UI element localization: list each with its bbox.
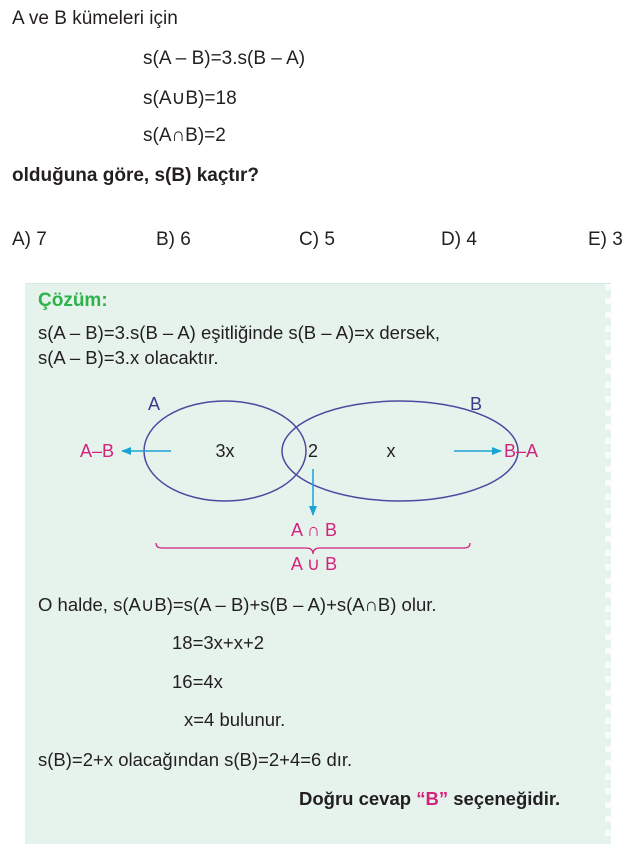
solution-step-3: x=4 bulunur. [184, 709, 286, 730]
solution-line-3: O halde, s(A∪B)=s(A – B)+s(B – A)+s(A∩B) olur. [38, 594, 437, 615]
option-c[interactable]: C) 5 [299, 229, 335, 250]
answer-key: “B” [416, 788, 449, 809]
question-equation-1: s(A – B)=3.s(B – A) [143, 48, 306, 69]
solution-step-2: 16=4x [172, 671, 223, 692]
a-minus-b-label: A–B [80, 441, 115, 461]
venn-diagram [0, 380, 632, 580]
set-b-label: B [469, 394, 483, 414]
answer-statement [299, 788, 560, 810]
solution-line-4: s(B)=2+x olacağından s(B)=2+4=6 dır. [38, 749, 353, 770]
solution-step-1: 18=3x+x+2 [172, 632, 265, 653]
option-a[interactable]: A) 7 [12, 229, 47, 250]
solution-title: Çözüm: [38, 290, 108, 311]
answer-suffix: seçeneğidir. [448, 788, 561, 809]
solution-line-1: s(A – B)=3.s(B – A) eşitliğinde s(B – A)=x dersek, [38, 322, 441, 343]
option-d[interactable]: D) 4 [441, 229, 477, 250]
intersection-label: A ∩ B [291, 520, 337, 540]
set-a-label: A [147, 394, 161, 414]
union-label: A ∪ B [290, 554, 338, 574]
answer-prefix: Doğru cevap [299, 788, 417, 809]
region-b-only-value: x [386, 441, 396, 461]
question-prompt: olduğuna göre, s(B) kaçtır? [12, 165, 260, 186]
option-b[interactable]: B) 6 [156, 229, 191, 250]
b-minus-a-label: B–A [504, 441, 539, 461]
question-intro: A ve B kümeleri için [12, 8, 178, 29]
question-equation-2: s(A∪B)=18 [143, 88, 237, 109]
option-e[interactable]: E) 3 [588, 229, 623, 250]
region-intersection-value: 2 [307, 441, 319, 461]
union-brace [156, 543, 470, 554]
question-equation-3: s(A∩B)=2 [143, 125, 226, 146]
solution-line-2: s(A – B)=3.x olacaktır. [38, 347, 219, 368]
region-a-only-value: 3x [215, 441, 235, 461]
